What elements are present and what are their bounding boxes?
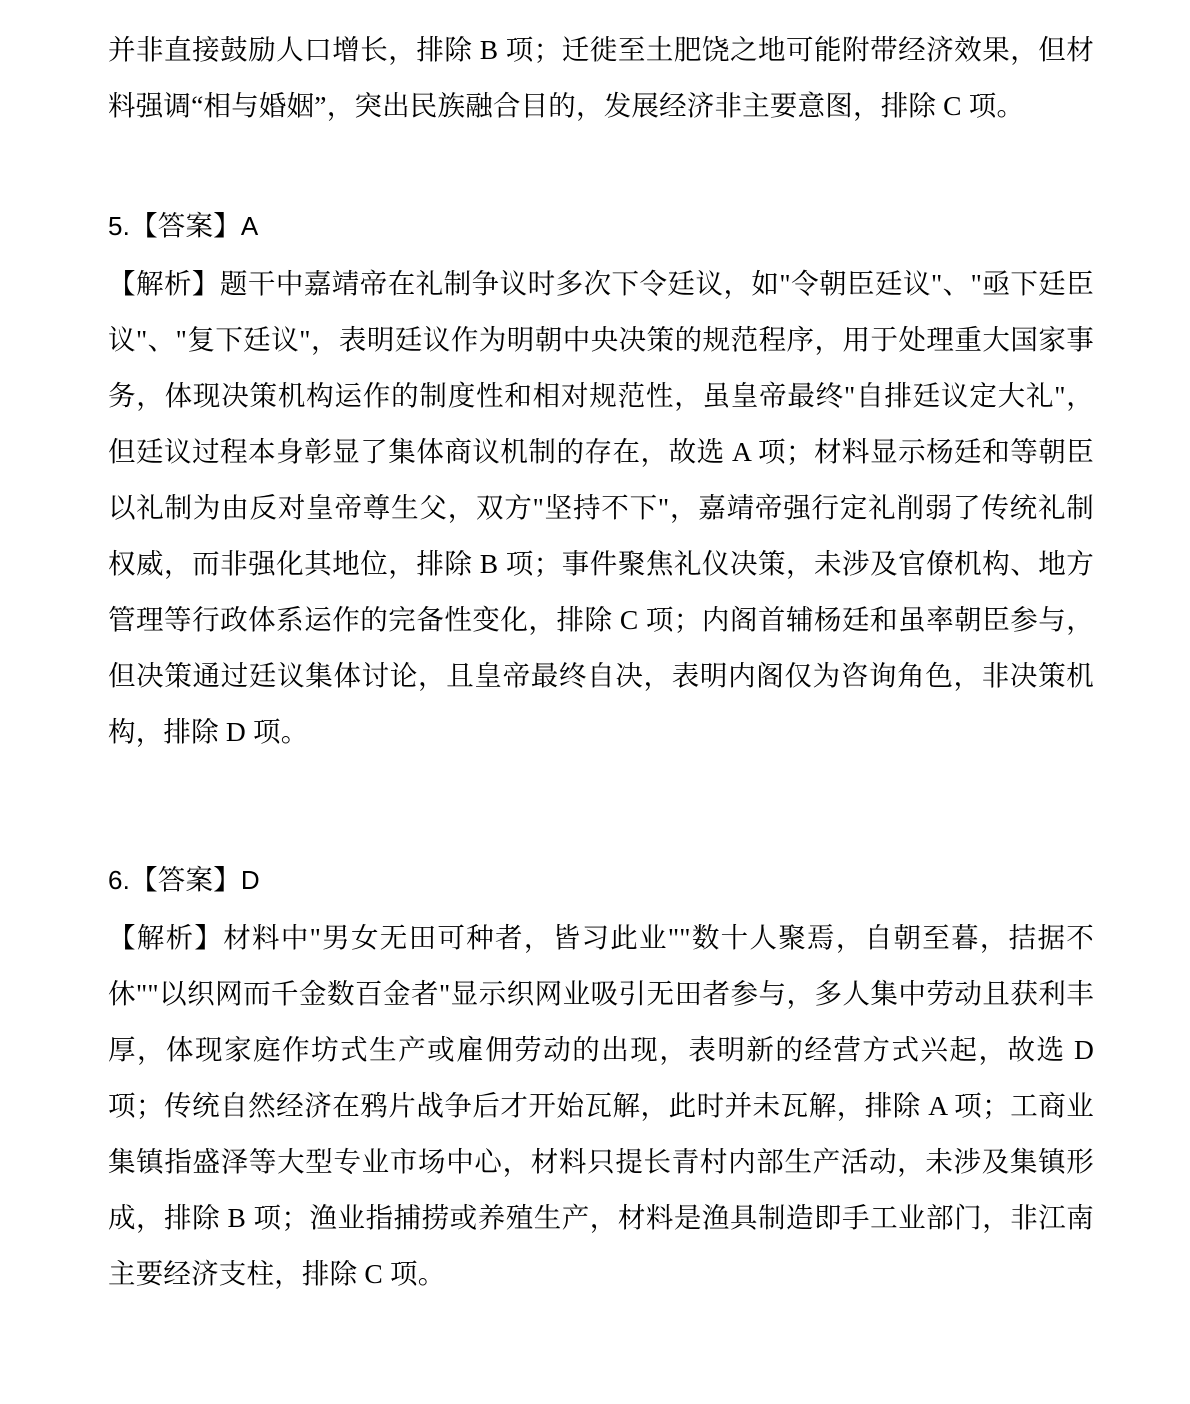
answer-label-6: 【答案】 xyxy=(130,864,241,895)
explanation-text-5: 题干中嘉靖帝在礼制争议时多次下令廷议，如"令朝臣廷议"、"亟下廷臣议"、"复下廷议"，表明廷议作为明朝中央决策的规范程序，用于处理重大国家事务，体现决策机构运作的制度性和相对规范性，虽皇帝最终"自排廷议定大礼"，但廷议过程本身彰显了集体商议机制的存在，故选 A 项；材料显示杨廷和等朝臣以礼制为由反对皇帝尊生父，双方"坚持不下"，嘉靖帝强行定礼削弱了传统礼制权威，而非强化其地位，排除 B 项；事件聚焦礼仪决策，未涉及官僚机构、地方管理等行政体系运作的完备性变化，排除 C 项；内阁首辅杨廷和虽率朝臣参与，但决策通过廷议集体讨论，且皇帝最终自决，表明内阁仅为咨询角色，非决策机构，排除 D 项。 xyxy=(108,268,1094,747)
explanation-label-5: 【解析】 xyxy=(108,268,220,299)
answer-label-5: 【答案】 xyxy=(130,210,241,241)
continuation-paragraph: 并非直接鼓励人口增长，排除 B 项；迁徙至土肥饶之地可能附带经济效果，但材料强调“相与婚姻”，突出民族融合目的，发展经济非主要意图，排除 C 项。 xyxy=(108,34,1094,121)
explanation-text-6: 材料中"男女无田可种者，皆习此业""数十人聚焉，自朝至暮，拮据不休""以织网而千金数百金者"显示织网业吸引无田者参与，多人集中劳动且获利丰厚，体现家庭作坊式生产或雇佣劳动的出现，表明新的经营方式兴起，故选 D 项；传统自然经济在鸦片战争后才开始瓦解，此时并未瓦解，排除 A 项；工商业集镇指盛泽等大型专业市场中心，材料只提长青村内部生产活动，未涉及集镇形成，排除 B 项；渔业指捕捞或养殖生产，材料是渔具制造即手工业部门，非江南主要经济支柱，排除 C 项。 xyxy=(108,922,1094,1289)
answer-value-6: D xyxy=(240,865,260,895)
explanation-paragraph-5 xyxy=(108,256,1094,760)
explanation-label-6: 【解析】 xyxy=(108,922,224,953)
answer-heading-6 xyxy=(108,852,1094,908)
explanation-paragraph-6 xyxy=(108,910,1094,1302)
item-number-5: 5. xyxy=(108,211,131,241)
item-number-6: 6. xyxy=(108,865,131,895)
answer-value-5: A xyxy=(240,211,259,241)
spacer xyxy=(108,760,1094,852)
spacer xyxy=(108,134,1094,198)
answer-heading-5 xyxy=(108,198,1094,254)
